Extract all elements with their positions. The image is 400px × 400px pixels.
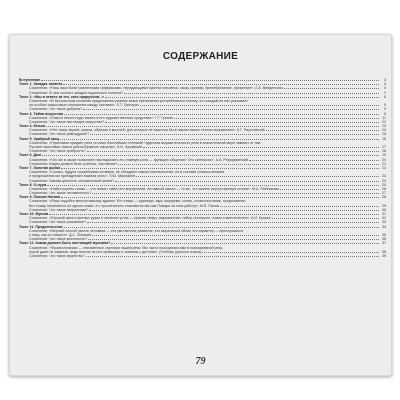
toc-entry-text: Текст 9. Поиски Натали xyxy=(19,195,61,200)
toc-entry-text: Сочинение. «Нет таких звуков, красок, образов и мыслей, для которых не нашлось бы в нашем языке точного выражения». К.Г. Паустовский xyxy=(29,128,265,133)
toc-entry-page: 15 xyxy=(382,132,386,137)
toc-entry-page: 26 xyxy=(382,186,386,191)
dot-leader xyxy=(249,158,379,161)
toc-entry-text: Текст 8. О-нуум xyxy=(19,182,47,187)
dot-leader xyxy=(92,233,379,236)
toc-entry-text: Вступление xyxy=(19,78,41,82)
toc-entry-text: Сочинение. Что такое патриотизм? xyxy=(29,207,88,212)
toc-entry-text: Сочинение. «Язык подобен многоэтажному зданию. Его этажи — единицы: звук, морфема, слово, словосочетание, предложение. xyxy=(29,199,247,204)
toc-entry-page: 9 xyxy=(384,111,386,116)
toc-entry-text: Сочинение. Что такое настоящее искусство? xyxy=(29,119,105,124)
toc-entry-page: 4 xyxy=(384,82,386,87)
dot-leader xyxy=(115,179,379,182)
dot-leader xyxy=(83,107,379,110)
toc-entry-page: 29 xyxy=(382,203,386,208)
dot-leader xyxy=(87,220,379,223)
toc-entry-text: Сочинение. Каким должен быть учитель, наставник? xyxy=(29,161,118,166)
toc-entry-page: 37 xyxy=(382,241,386,246)
toc-entry-text: Текст 10. Мусика xyxy=(19,212,49,216)
toc-entry-text: Сочинение. В чем состоит загадка подлинного таланта? xyxy=(29,90,124,95)
toc-entry-text: Сочинение. Что такое жестокость? xyxy=(29,237,88,242)
dot-leader xyxy=(174,116,379,119)
toc-entry-page: 12 xyxy=(382,119,386,124)
toc-entry-text: Сочинение. «Союзы, будучи служебными словами, не обладают самостоятельностью, но в составе словосочетания xyxy=(29,170,225,175)
toc-entry-text: Сочинение. «Смысл текста надо искать в его художественных средствах». Г.Г. Гранин xyxy=(29,115,173,120)
toc-entry-page: 9 xyxy=(384,107,386,112)
dot-leader xyxy=(111,241,379,244)
dot-leader xyxy=(86,254,379,257)
dot-leader xyxy=(61,195,379,198)
toc-entry-text: Сочинение. Что такое храбрость? xyxy=(29,149,86,154)
toc-entry-page: 34 xyxy=(382,224,386,229)
toc-entry-text: Сочинение. «Верный способ узнать человека — его умственное развитие, его моральный облик, его характер — прислушаться xyxy=(29,228,244,233)
toc-entry-text: Текст 6. Дом xyxy=(19,153,41,158)
toc-entry-text: на особые смысловые отношения между частями». Л.Т. Григорян xyxy=(29,103,139,108)
page-number: 79 xyxy=(195,356,206,367)
toc-entry-page: 36 xyxy=(382,237,386,242)
toc-entry-text: Текст 12. Каким должен быть настоящий мужчина? xyxy=(19,241,111,246)
dot-leader xyxy=(64,112,379,115)
toc-essay-entry xyxy=(19,254,386,258)
toc-entry-page: 17 xyxy=(382,145,386,149)
toc-entry-page: 14 xyxy=(382,128,386,133)
toc-entry-page: 11 xyxy=(382,115,386,120)
dot-leader xyxy=(64,225,379,228)
toc-entry-page: 39 xyxy=(382,253,386,258)
toc-entry-page: 19 xyxy=(382,153,386,158)
toc-entry-text: Сочинение. «Найти корень слова — это значит найти его внутренний, интимный смысл — то же, что заметь внутри фонаря огонек». М.А. Рыбникова xyxy=(29,186,279,191)
toc-entry-text: Текст 11. Предательство xyxy=(19,224,63,229)
dot-leader xyxy=(266,128,379,131)
dot-leader xyxy=(118,162,379,165)
dot-leader xyxy=(60,137,379,140)
toc-entry-page: 31 xyxy=(382,212,386,216)
toc-entry-text: к тому, как он говорит». Д.С. Лихачев xyxy=(29,232,91,237)
toc-entry-page: 7 xyxy=(384,90,386,95)
dot-leader xyxy=(41,78,379,81)
toc-entry-text: Сочинение. Что такое доброта? xyxy=(29,107,83,112)
dot-leader xyxy=(143,145,379,148)
dot-leader xyxy=(280,187,379,190)
toc-entry-page: 3 xyxy=(384,78,386,82)
dot-leader xyxy=(47,183,379,186)
toc-entry-page: 13 xyxy=(382,124,386,129)
toc-entry-page: 35 xyxy=(382,232,386,237)
toc-entry-page: 24 xyxy=(382,178,386,183)
toc-entry-text: Текст 4. Юзька xyxy=(19,124,46,129)
toc-entry-text: Сочинение. Что такое равнодушие? xyxy=(29,132,90,137)
dot-leader xyxy=(90,132,379,135)
dot-leader xyxy=(220,204,379,207)
toc-entry-text: Текст 2. «Мы в ответе за тех, кого приручили...» xyxy=(19,94,105,99)
toc-entry-page: 22 xyxy=(382,165,386,170)
toc-entry-text: Сочинение. Какова ценность человеческой жизни? xyxy=(29,178,115,183)
toc-entry-text: Русские приставки таятся разнообразные смыслы». К.И. Чуковский xyxy=(29,145,142,149)
toc-entry-page: 18 xyxy=(382,149,386,154)
toc-entry-page: 38 xyxy=(382,249,386,254)
dot-leader xyxy=(105,120,379,123)
dot-leader xyxy=(49,212,379,215)
toc-entry-text: Сочинение. «В бессоюзном сложном предложении разные знаки препинания употребляются потому, что каждый из них указывает xyxy=(29,98,248,103)
toc-entry-page: 9 xyxy=(384,103,386,108)
dot-leader xyxy=(88,237,379,240)
dot-leader xyxy=(92,191,379,194)
dot-leader xyxy=(63,82,379,85)
toc-entry-page: 32 xyxy=(382,216,386,221)
toc-entry-page: 25 xyxy=(382,182,386,187)
dot-leader xyxy=(61,166,379,169)
toc-entry-page: 23 xyxy=(382,174,386,179)
dot-leader xyxy=(136,174,379,177)
dot-leader xyxy=(105,95,379,98)
toc-entry-page: 20 xyxy=(382,157,386,162)
toc-entry-page: 16 xyxy=(382,136,386,141)
dot-leader xyxy=(124,91,379,94)
toc-entry-text: Сочинение. Что такое человечность? xyxy=(29,191,92,196)
toc-entry-page: 8 xyxy=(384,94,386,99)
dot-leader xyxy=(272,216,379,219)
dot-leader xyxy=(42,153,379,156)
toc-entry-text: Вот пожар начинается на одном этаже, а с прочитанного становится им сам Пожара за сочи работу». М.В. Панов xyxy=(29,203,219,208)
toc-entry-text: и предложения им принадлежит важная роль». Л.Ю. Максимов xyxy=(29,174,135,179)
dot-leader xyxy=(46,124,379,127)
toc-entry-text: порой даже не замечая, ведь многие из них привычны и знакомы с детства». (Учебник русского языка) xyxy=(29,249,202,254)
toc-entry-page: 28 xyxy=(382,195,386,200)
toc-entry-text: Сочинение. «Что же в языке позволяет нам выразить его главную роль — функцию общения? Это синтаксис». А.А. Реформатский xyxy=(29,157,248,162)
toc-entry-page: 27 xyxy=(382,191,386,196)
dot-leader xyxy=(140,103,379,106)
toc-entry-text: Сочинение. «Русский язык в умелых руках и опытных устах — красив, певуч, выразителен, гибок, послушен, ловок и вместителен». А.И. Куприн xyxy=(29,216,271,221)
toc-entry-text: Сочинение. «Приставка придает речи столько богатейших оттенков! Чудесная выразительность речи в значительной мере зависит от них. xyxy=(29,140,262,145)
dot-leader xyxy=(87,149,379,152)
toc-entry-page: 30 xyxy=(382,207,386,212)
toc-entry-text: Текст 7. Золотая рыбка xyxy=(19,165,61,170)
toc-entry-text: Текст 5. Храбрый заяц xyxy=(19,136,59,141)
page-title: СОДЕРЖАНИЕ xyxy=(162,51,239,62)
toc-entry-page: 33 xyxy=(382,220,386,225)
toc-entry-page: 5 xyxy=(384,86,386,91)
toc-entry-text: Сочинение. «Наш язык богат различными суффиксами, передающими чувства человека: ласку, иронию, пренебрежение, презрение». Л.А. Введенская xyxy=(29,86,283,91)
toc-entry-text: Сочинение. Что такое мужество? xyxy=(29,253,85,258)
dot-leader xyxy=(202,250,379,253)
toc-entry-text: Сочинение. «Фразеологизмы — неизменные спутники нашей речи. Мы часто пользуемся ими в повседневной речи, xyxy=(29,245,224,250)
toc-entry-text: Текст 1. Загадка таланта xyxy=(19,82,63,87)
toc-entry-text: Сочинение. Что такое раскаяние? xyxy=(29,220,86,225)
dot-leader xyxy=(89,208,379,211)
toc-entry-text: Текст 3. Тайна искусства xyxy=(19,111,63,116)
table-of-contents xyxy=(19,78,386,340)
toc-entry-page: 21 xyxy=(382,161,386,166)
book-page xyxy=(9,34,392,376)
dot-leader xyxy=(284,86,379,89)
